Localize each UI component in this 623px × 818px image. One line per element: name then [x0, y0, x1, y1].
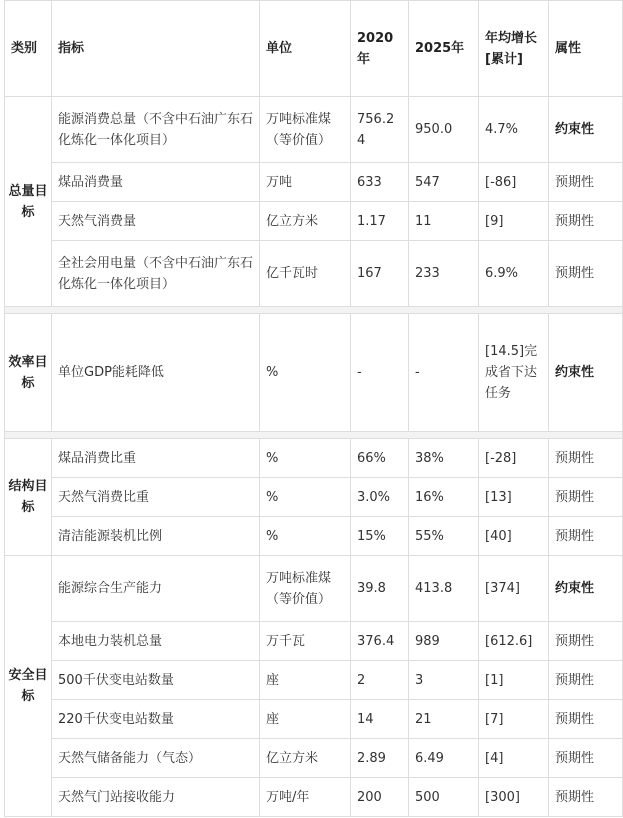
unit-cell: %	[260, 478, 351, 517]
indicator-cell: 天然气储备能力（气态）	[52, 739, 260, 778]
value-2020-cell: -	[351, 314, 409, 432]
value-2025-cell: 950.0	[409, 97, 479, 163]
indicator-cell: 本地电力装机总量	[52, 622, 260, 661]
unit-cell: 亿立方米	[260, 202, 351, 241]
value-2025-cell: 38%	[409, 439, 479, 478]
table-row	[5, 97, 623, 163]
indicator-cell: 全社会用电量（不含中石油广东石化炼化一体化项目）	[52, 241, 260, 307]
value-2020-cell: 376.4	[351, 622, 409, 661]
attribute-cell: 预期性	[549, 622, 623, 661]
growth-cell: [-86]	[479, 163, 549, 202]
value-2020-cell: 633	[351, 163, 409, 202]
category-total: 总量目标	[5, 97, 52, 307]
attribute-cell: 预期性	[549, 241, 623, 307]
table-row	[5, 739, 623, 778]
growth-cell: [9]	[479, 202, 549, 241]
value-2025-cell: 547	[409, 163, 479, 202]
value-2020-cell: 200	[351, 778, 409, 817]
unit-cell: 亿立方米	[260, 739, 351, 778]
growth-cell: [14.5]完成省下达任务	[479, 314, 549, 432]
value-2020-cell: 3.0%	[351, 478, 409, 517]
attribute-cell: 约束性	[549, 97, 623, 163]
attribute-cell: 预期性	[549, 778, 623, 817]
value-2025-cell: 21	[409, 700, 479, 739]
value-2020-cell: 2	[351, 661, 409, 700]
attribute-cell: 约束性	[549, 314, 623, 432]
header-attribute: 属性	[549, 1, 623, 97]
value-2025-cell: 6.49	[409, 739, 479, 778]
indicator-cell: 500千伏变电站数量	[52, 661, 260, 700]
value-2025-cell: -	[409, 314, 479, 432]
table-row	[5, 556, 623, 622]
table-row	[5, 241, 623, 307]
indicator-cell: 天然气消费比重	[52, 478, 260, 517]
value-2020-cell: 14	[351, 700, 409, 739]
value-2020-cell: 167	[351, 241, 409, 307]
value-2025-cell: 989	[409, 622, 479, 661]
unit-cell: 亿千瓦时	[260, 241, 351, 307]
header-2020: 2020年	[351, 1, 409, 97]
value-2025-cell: 55%	[409, 517, 479, 556]
indicator-cell: 220千伏变电站数量	[52, 700, 260, 739]
value-2025-cell: 11	[409, 202, 479, 241]
section-divider	[5, 307, 623, 314]
growth-cell: 4.7%	[479, 97, 549, 163]
indicator-cell: 能源综合生产能力	[52, 556, 260, 622]
growth-cell: [1]	[479, 661, 549, 700]
attribute-cell: 预期性	[549, 202, 623, 241]
unit-cell: 座	[260, 661, 351, 700]
value-2025-cell: 233	[409, 241, 479, 307]
growth-cell: [-28]	[479, 439, 549, 478]
header-unit: 单位	[260, 1, 351, 97]
attribute-cell: 约束性	[549, 556, 623, 622]
attribute-cell: 预期性	[549, 517, 623, 556]
table-row	[5, 778, 623, 817]
attribute-cell: 预期性	[549, 439, 623, 478]
indicator-cell: 能源消费总量（不含中石油广东石化炼化一体化项目）	[52, 97, 260, 163]
attribute-cell: 预期性	[549, 661, 623, 700]
unit-cell: 万吨标准煤（等价值）	[260, 97, 351, 163]
indicator-cell: 单位GDP能耗降低	[52, 314, 260, 432]
growth-cell: 6.9%	[479, 241, 549, 307]
growth-cell: [7]	[479, 700, 549, 739]
unit-cell: 万吨/年	[260, 778, 351, 817]
table-row	[5, 517, 623, 556]
indicator-cell: 天然气消费量	[52, 202, 260, 241]
value-2025-cell: 16%	[409, 478, 479, 517]
value-2020-cell: 66%	[351, 439, 409, 478]
attribute-cell: 预期性	[549, 163, 623, 202]
unit-cell: 万千瓦	[260, 622, 351, 661]
value-2025-cell: 413.8	[409, 556, 479, 622]
indicator-cell: 清洁能源装机比例	[52, 517, 260, 556]
unit-cell: %	[260, 314, 351, 432]
category-efficiency: 效率目标	[5, 314, 52, 432]
value-2020-cell: 39.8	[351, 556, 409, 622]
growth-cell: [300]	[479, 778, 549, 817]
growth-cell: [13]	[479, 478, 549, 517]
value-2025-cell: 500	[409, 778, 479, 817]
category-security: 安全目标	[5, 556, 52, 817]
unit-cell: 万吨标准煤（等价值）	[260, 556, 351, 622]
value-2025-cell: 3	[409, 661, 479, 700]
header-2025: 2025年	[409, 1, 479, 97]
attribute-cell: 预期性	[549, 700, 623, 739]
unit-cell: %	[260, 439, 351, 478]
growth-cell: [4]	[479, 739, 549, 778]
growth-cell: [374]	[479, 556, 549, 622]
indicator-cell: 煤品消费比重	[52, 439, 260, 478]
table-row	[5, 163, 623, 202]
table-row	[5, 314, 623, 432]
table-row	[5, 478, 623, 517]
header-growth: 年均增长[累计]	[479, 1, 549, 97]
unit-cell: 座	[260, 700, 351, 739]
growth-cell: [612.6]	[479, 622, 549, 661]
growth-cell: [40]	[479, 517, 549, 556]
value-2020-cell: 2.89	[351, 739, 409, 778]
attribute-cell: 预期性	[549, 739, 623, 778]
category-structure: 结构目标	[5, 439, 52, 556]
value-2020-cell: 756.24	[351, 97, 409, 163]
table-row	[5, 700, 623, 739]
indicator-cell: 煤品消费量	[52, 163, 260, 202]
attribute-cell: 预期性	[549, 478, 623, 517]
header-indicator: 指标	[52, 1, 260, 97]
unit-cell: 万吨	[260, 163, 351, 202]
header-row	[5, 1, 623, 97]
section-divider	[5, 432, 623, 439]
table-row	[5, 202, 623, 241]
table-row	[5, 661, 623, 700]
table-row	[5, 622, 623, 661]
header-category: 类别	[5, 1, 52, 97]
value-2020-cell: 15%	[351, 517, 409, 556]
value-2020-cell: 1.17	[351, 202, 409, 241]
unit-cell: %	[260, 517, 351, 556]
indicator-cell: 天然气门站接收能力	[52, 778, 260, 817]
energy-targets-table	[4, 0, 623, 817]
table-row	[5, 439, 623, 478]
